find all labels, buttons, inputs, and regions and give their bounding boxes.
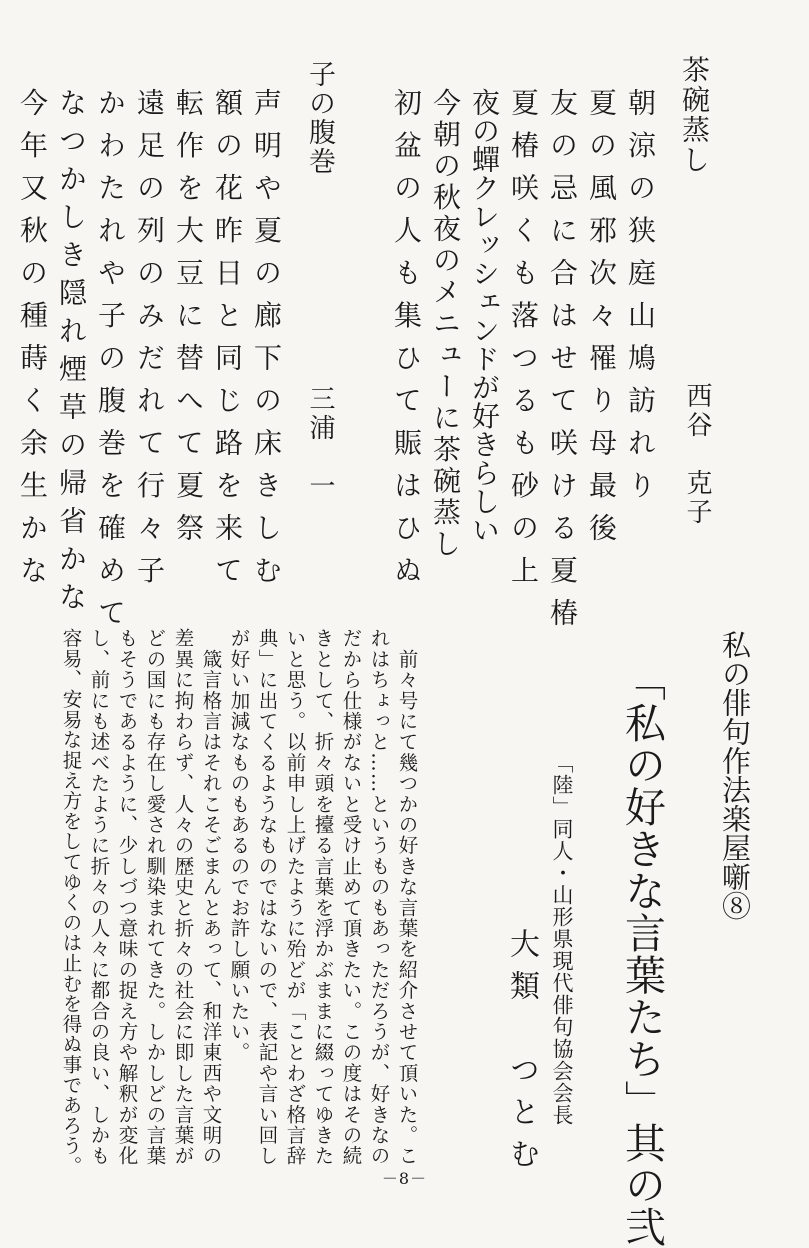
body-line: どの国にも存在し愛され馴染まれてきた。しかしどの言葉 bbox=[143, 628, 167, 1167]
body-line: 典」に出てくるようなものではないので、表記や言い回し bbox=[255, 628, 279, 1167]
haiku-line: 今年又秋の種蒔く余生かな bbox=[16, 88, 49, 598]
article-title: 「私の好きな言葉たち」其の弐 bbox=[618, 660, 666, 1248]
haiku-line: 夏椿咲くも落つるも砂の上 bbox=[507, 88, 540, 598]
haiku-line: 朝涼の狭庭山鳩訪れり bbox=[624, 88, 657, 513]
section1-title: 茶碗蒸し bbox=[678, 55, 711, 175]
section2-author: 三浦 一 bbox=[305, 385, 335, 501]
haiku-line: 夏の風邪次々罹り母最後 bbox=[585, 88, 618, 556]
section1-author: 西谷 克子 bbox=[682, 382, 712, 527]
body-line: 前々号にて幾つかの好きな言葉を紹介させて頂いた。こ bbox=[395, 628, 419, 1167]
section2-title: 子の腹巻 bbox=[304, 60, 335, 176]
article-author: 大類 つとむ bbox=[504, 928, 539, 1180]
body-line: だから仕様がないと受け止めて頂きたい。この度はその続 bbox=[339, 628, 363, 1167]
haiku-line: 今朝の秋夜のメニューに茶碗蒸し bbox=[429, 88, 462, 561]
body-line: が好い加減なものもあるのでお許し願いたい。 bbox=[227, 628, 251, 1063]
body-line: いと思う。以前申し上げたように殆どが「ことわざ格言辞 bbox=[283, 628, 307, 1167]
body-line: 容易、安易な捉え方をしてゆくのは止むを得ぬ事であろう。 bbox=[59, 628, 83, 1177]
body-line: もそうであるように、少しづつ意味の捉え方や解釈が変化 bbox=[115, 628, 139, 1167]
article-series: 私の俳句作法楽屋噺⑧ bbox=[718, 630, 752, 920]
haiku-line: 夜の蟬クレッシェンドが好きらしい bbox=[468, 88, 501, 544]
haiku-line: 声明や夏の廊下の床きしむ bbox=[250, 88, 283, 598]
haiku-line: かわたれや子の腹巻を確めて bbox=[94, 88, 127, 641]
body-line: れはちょっと……というものもあっただろうが、好きなの bbox=[367, 628, 391, 1167]
body-line: 箴言格言はそれこそごまんとあって、和洋東西や文明の bbox=[199, 628, 223, 1167]
page-number: －8－ bbox=[381, 1169, 428, 1188]
body-line: 差異に拘わらず、人々の歴史と折々の社会に即した言葉が bbox=[171, 628, 195, 1167]
article-affiliation: 「陸」同人・山形県現代俳句協会会長 bbox=[550, 752, 574, 1126]
body-line: し、前にも述べたように折々の人々に都合の良い、しかも bbox=[87, 628, 111, 1167]
haiku-line: 初盆の人も集ひて賑はひぬ bbox=[390, 88, 423, 598]
haiku-line: なつかしき隠れ煙草の帰省かな bbox=[55, 88, 88, 620]
body-line: きとして、折々頭を擡る言葉を浮かぶままに綴ってゆきた bbox=[311, 628, 335, 1167]
haiku-line: 額の花昨日と同じ路を来て bbox=[211, 88, 244, 598]
haiku-line: 友の忌に合はせて咲ける夏椿 bbox=[546, 88, 579, 641]
haiku-line: 遠足の列のみだれて行々子 bbox=[133, 88, 166, 598]
haiku-line: 転作を大豆に替へて夏祭 bbox=[172, 88, 205, 556]
